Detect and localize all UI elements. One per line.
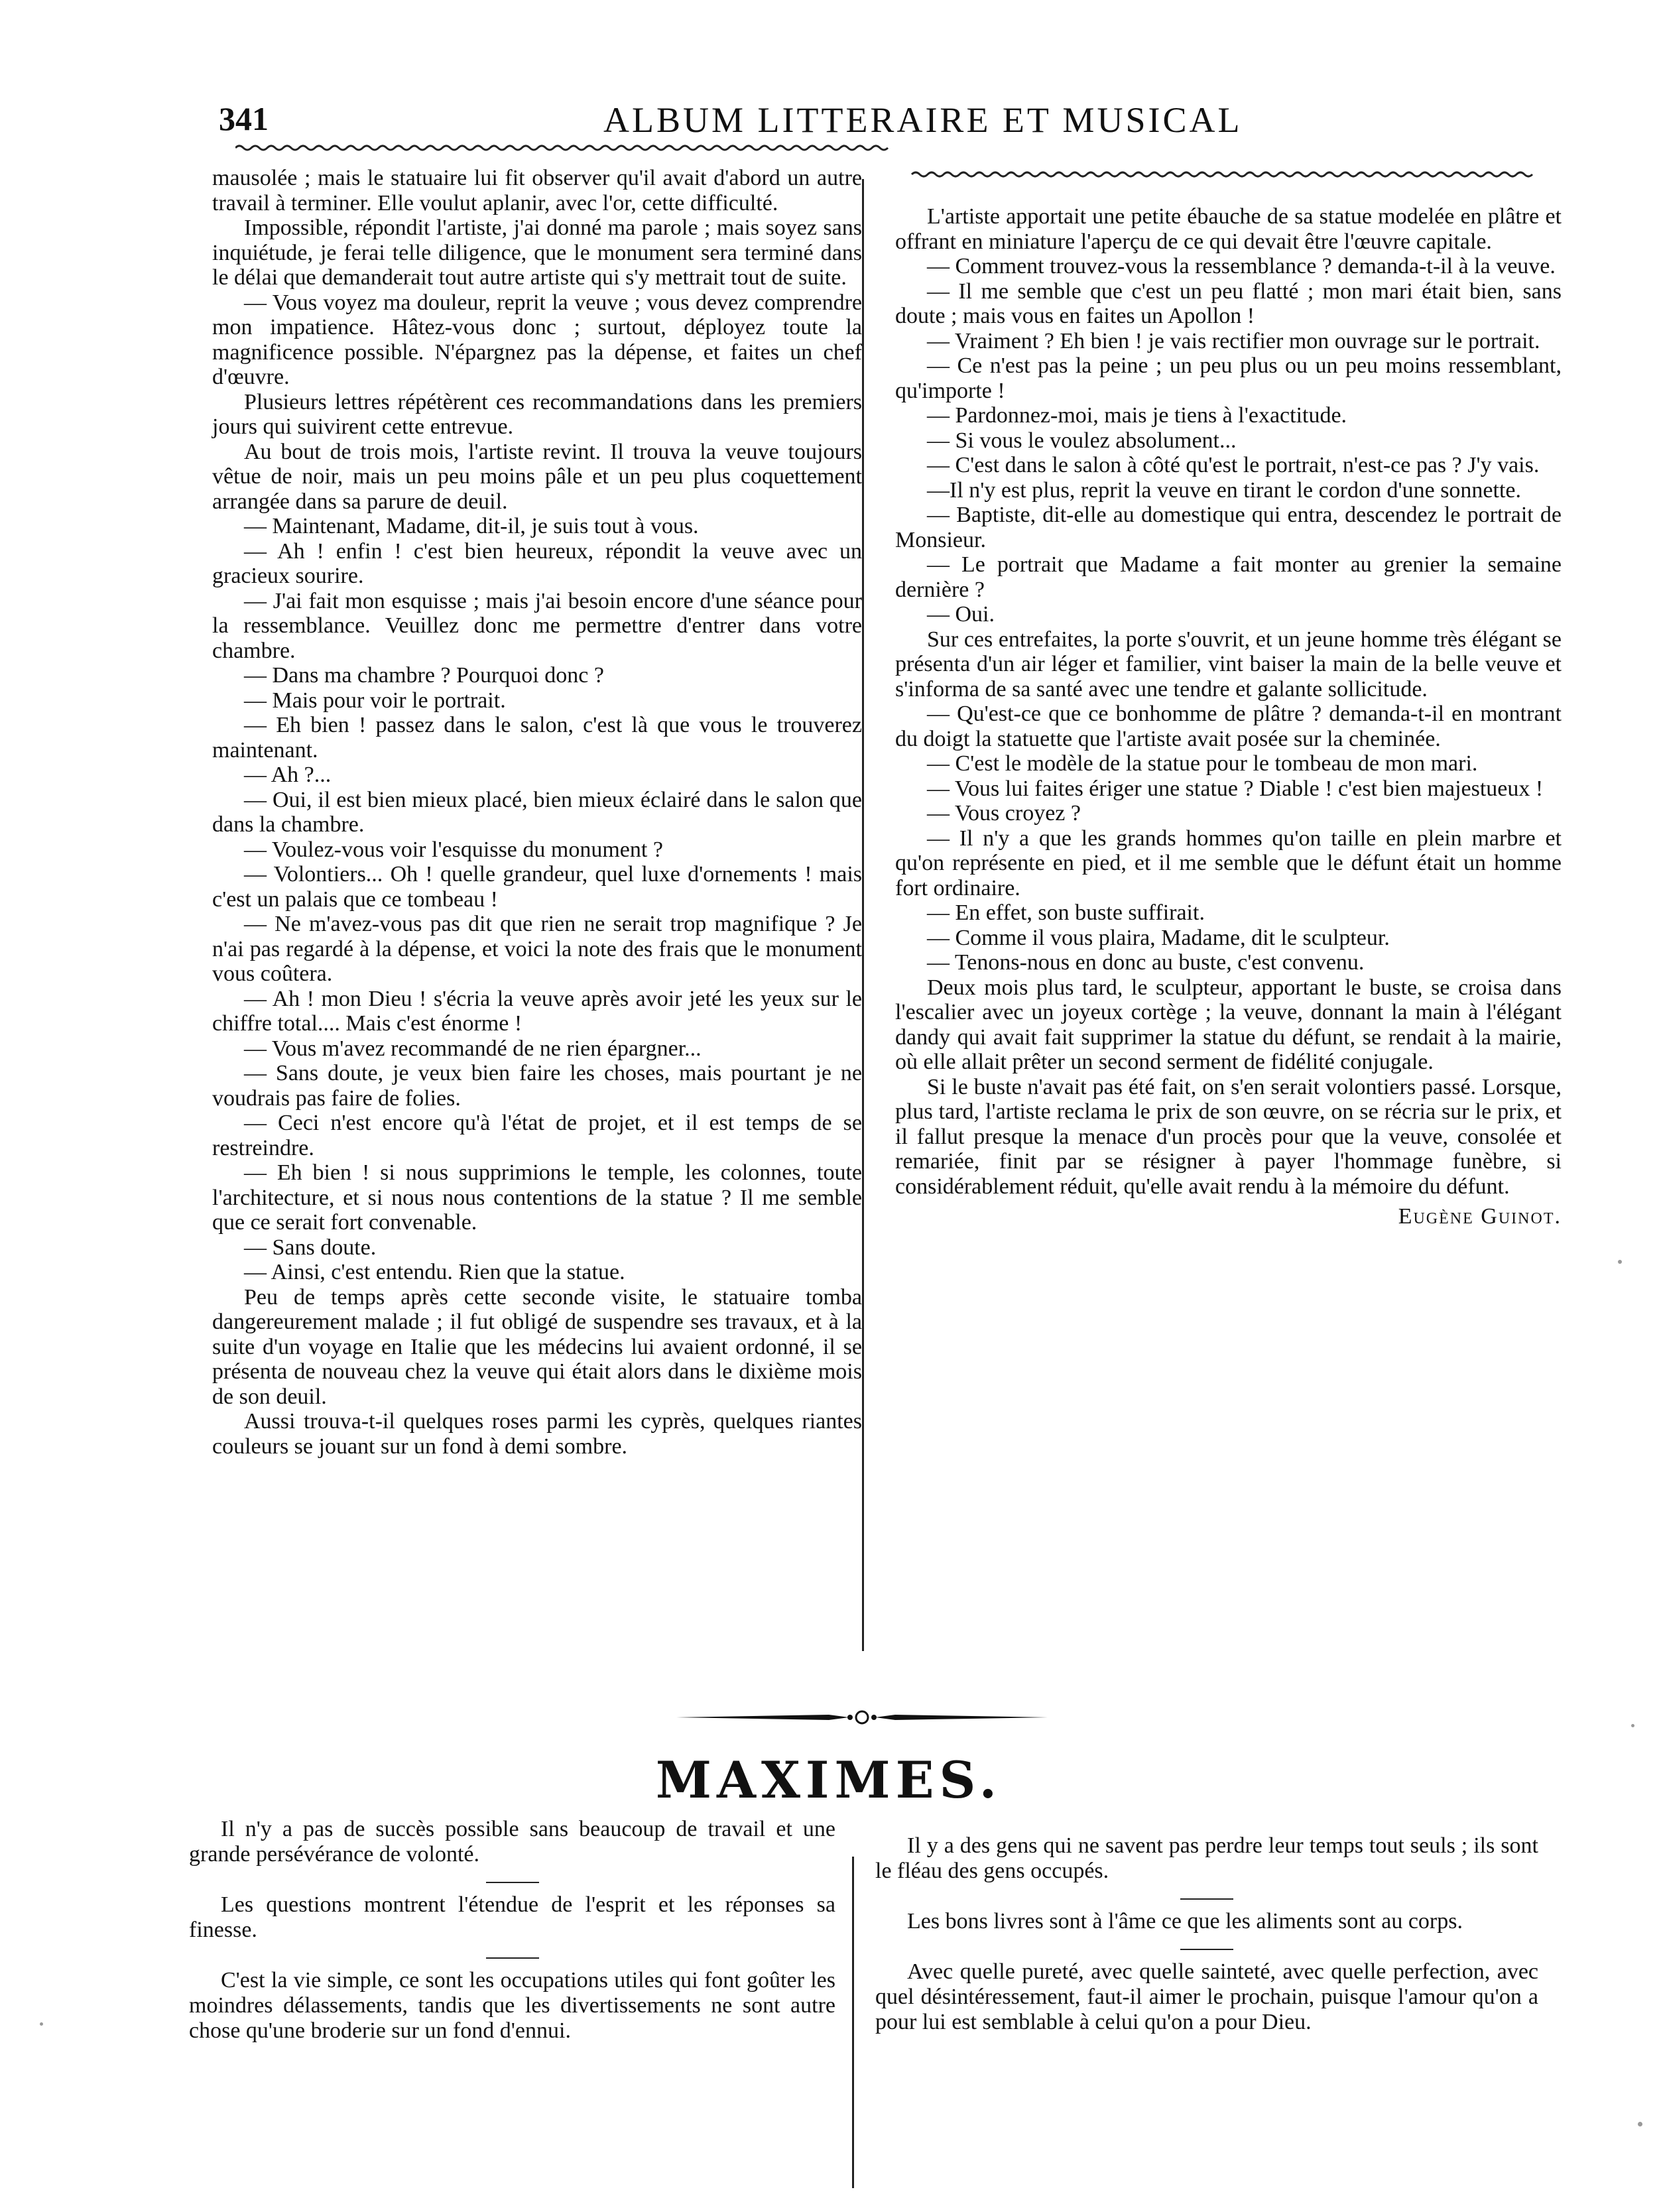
paragraph: — Oui, il est bien mieux placé, bien mieux éclairé dans le salon que dans la chambre. [212,787,862,837]
paragraph: Impossible, répondit l'artiste, j'ai donné ma parole ; mais soyez sans inquiétude, je ferai telle diligence, que le monument sera terminé dans le délai que demanderait tout autre artiste qui s'y mettrait tout de suite. [212,215,862,290]
paragraph: Si le buste n'avait pas été fait, on s'en serait volontiers passé. Lorsque, plus tard, l'artiste reclama le prix de son œuvre, on se récria sur le prix, et il fallut presque la menace d'un procès pour que la veuve, consolée et remariée, finit par se résigner à payer l'hommage funèbre, si considérablement réduit, qu'elle avait rendu à la mémoire du défunt. [895,1074,1562,1199]
paragraph: — Volontiers... Oh ! quelle grandeur, quel luxe d'ornements ! mais c'est un palais que ce tombeau ! [212,862,862,912]
paragraph: — Comment trouvez-vous la ressemblance ? demanda-t-il à la veuve. [927,254,1556,278]
maximes-left-column [189,1817,835,2058]
paper-speck [1618,1260,1622,1264]
paragraph: Peu de temps après cette seconde visite, le statuaire tomba dangereurement malade ; il fut obligé de suspendre ses travaux, et à la suite d'un voyage en Italie que les médecins lui avaient ordonné, il se présenta de nouveau chez la veuve qui était alors dans le dixième mois de son deuil. [212,1284,862,1409]
paragraph: — Ah ! enfin ! c'est bien heureux, répondit la veuve avec un gracieux sourire. [212,538,862,588]
paragraph: Plusieurs lettres répétèrent ces recommandations dans les premiers jours qui suivirent cette entrevue. [212,389,862,439]
maximes-right-column [875,1833,1538,2050]
paragraph: — Maintenant, Madame, dit-il, je suis tout à vous. [244,514,699,538]
paragraph: — Vraiment ? Eh bien ! je vais rectifier mon ouvrage sur le portrait. [927,328,1540,353]
paragraph: — Sans doute. [244,1235,377,1260]
paragraph: — Baptiste, dit-elle au domestique qui entra, descendez le portrait de Monsieur. [895,503,1562,552]
paragraph: L'artiste apportait une petite ébauche de sa statue modelée en plâtre et offrant en miniature l'aperçu de ce qui devait être l'œuvre capitale. [895,204,1562,254]
author-signature: Eugène Guinot. [1398,1204,1562,1229]
maxim: Les bons livres sont à l'âme ce que les aliments sont au corps. [907,1909,1463,1934]
paragraph: — Sans doute, je veux bien faire les choses, mais pourtant je ne voudrais pas faire de folies. [212,1061,862,1111]
paper-speck [1631,1724,1634,1727]
paragraph: — Vous croyez ? [927,801,1081,826]
paper-speck [40,2022,43,2026]
paragraph: — Dans ma chambre ? Pourquoi donc ? [244,663,604,688]
paragraph: — Vous lui faites ériger une statue ? Diable ! c'est bien majestueux ! [927,776,1544,801]
paragraph: — Voulez-vous voir l'esquisse du monument ? [244,837,663,862]
maxim: Avec quelle pureté, avec quelle sainteté, avec quelle perfection, avec quel désintéressement, faut-il aimer le prochain, puisque l'amour qu'on a pour lui est semblable à celui qu'on a pour Dieu. [875,1959,1538,2034]
maxim-divider [1180,1949,1233,1950]
paragraph: — Ainsi, c'est entendu. Rien que la statue. [244,1260,625,1284]
paragraph: — J'ai fait mon esquisse ; mais j'ai besoin encore d'une séance pour la ressemblance. Veuillez donc me permettre d'entrer dans votre chambre. [212,588,862,663]
paragraph: — Vous m'avez recommandé de ne rien épargner... [244,1036,702,1061]
publication-title: ALBUM LITTERAIRE ET MUSICAL [603,100,1243,140]
paragraph: — Tenons-nous en donc au buste, c'est convenu. [927,950,1365,975]
maxim-divider [1180,1898,1233,1900]
story-left-column [212,166,862,1459]
paragraph: — Il me semble que c'est un peu flatté ; mon mari était bien, sans doute ; mais vous en faites un Apollon ! [895,278,1562,328]
maxim: Il y a des gens qui ne savent pas perdre leur temps tout seuls ; ils sont le fléau des gens occupés. [875,1833,1538,1883]
maximes-column-divider [852,1857,854,2188]
maxim-divider [486,1957,539,1959]
paragraph: — C'est dans le salon à côté qu'est le portrait, n'est-ce pas ? J'y vais. [927,453,1540,477]
story-right-column [895,204,1562,1229]
paragraph: — Mais pour voir le portrait. [244,688,506,713]
paragraph: — Ah ! mon Dieu ! s'écria la veuve après avoir jeté les yeux sur le chiffre total.... Mais c'est énorme ! [212,986,862,1036]
paragraph: — Oui. [927,602,995,627]
paragraph: Sur ces entrefaites, la porte s'ouvrit, et un jeune homme très élégant se présenta d'un air léger et familier, vint baiser la main de la belle veuve et s'informa de sa santé avec une tendre et galante sollicitude. [895,627,1562,702]
paragraph: Aussi trouva-t-il quelques roses parmi les cyprès, quelques riantes couleurs se jouant sur un fond à demi sombre. [212,1409,862,1459]
paragraph: — Le portrait que Madame a fait monter au grenier la semaine dernière ? [895,552,1562,602]
paragraph: — Ne m'avez-vous pas dit que rien ne serait trop magnifique ? Je n'ai pas regardé à la dépense, et voici la note des frais que le monument vous coûtera. [212,912,862,986]
maxim: Les questions montrent l'étendue de l'esprit et les réponses sa finesse. [189,1892,835,1942]
paragraph: — C'est le modèle de la statue pour le tombeau de mon mari. [927,751,1478,776]
column-divider [862,179,864,1651]
paragraph: Deux mois plus tard, le sculpteur, apportant le buste, se croisa dans l'escalier avec un joyeux cortège ; la veuve, donnant la main à l'élégant dandy qui avait fait supprimer la statue du défunt, se rendait à la mairie, où elle allait prêter un second serment de fidélité conjugale. [895,975,1562,1074]
paragraph: — Pardonnez-moi, mais je tiens à l'exactitude. [927,403,1347,428]
paragraph: — Si vous le voulez absolument... [927,428,1237,453]
paragraph: — Ah ?... [244,763,332,787]
paragraph: — Eh bien ! si nous supprimions le temple, les colonnes, toute l'architecture, et si nous nous contentions de la statue ? Il me semble que ce serait fort convenable. [212,1160,862,1235]
paper-speck [1638,2122,1642,2126]
maxim-divider [486,1882,539,1883]
paragraph: — Vous voyez ma douleur, reprit la veuve ; vous devez comprendre mon impatience. Hâtez-vous donc ; surtout, déployez toute la magnificence possible. N'épargnez pas la dépense, et faites un chef d'œuvre. [212,290,862,389]
paragraph: — Ce n'est pas la peine ; un peu plus ou un peu moins ressemblant, qu'importe ! [895,353,1562,403]
paragraph: Au bout de trois mois, l'artiste revint. Il trouva la veuve toujours vêtue de noir, mais un peu moins pâle et un peu plus coquettement arrangée dans sa parure de deuil. [212,439,862,514]
paragraph: — Il n'y a que les grands hommes qu'on taille en plein marbre et qu'on représente en pied, et il me semble que le défunt était un homme fort ordinaire. [895,826,1562,900]
paragraph: — Comme il vous plaira, Madame, dit le sculpteur. [927,925,1390,950]
paragraph: — Ceci n'est encore qu'à l'état de projet, et il est temps de se restreindre. [212,1111,862,1160]
paragraph: — Eh bien ! passez dans le salon, c'est là que vous le trouverez maintenant. [212,713,862,763]
paragraph: —Il n'y est plus, reprit la veuve en tirant le cordon d'une sonnette. [927,477,1522,503]
paragraph: mausolée ; mais le statuaire lui fit observer qu'il avait d'abord un autre travail à terminer. Elle voulut aplanir, avec l'or, cette difficulté. [212,166,862,215]
section-title: MAXIMES. [655,1751,1003,1810]
page-number: 341 [219,100,269,137]
paragraph: — Qu'est-ce que ce bonhomme de plâtre ? demanda-t-il en montrant du doigt la statuette que l'artiste avait posée sur la cheminée. [895,702,1562,751]
maxim: C'est la vie simple, ce sont les occupations utiles qui font goûter les moindres délassements, tandis que les divertissements ne sont autre chose qu'une broderie sur un fond d'ennui. [189,1968,835,2043]
section-ornament [676,1704,1048,1731]
maxim: Il n'y a pas de succès possible sans beaucoup de travail et une grande persévérance de volonté. [189,1817,835,1867]
paragraph: — En effet, son buste suffirait. [927,900,1205,925]
